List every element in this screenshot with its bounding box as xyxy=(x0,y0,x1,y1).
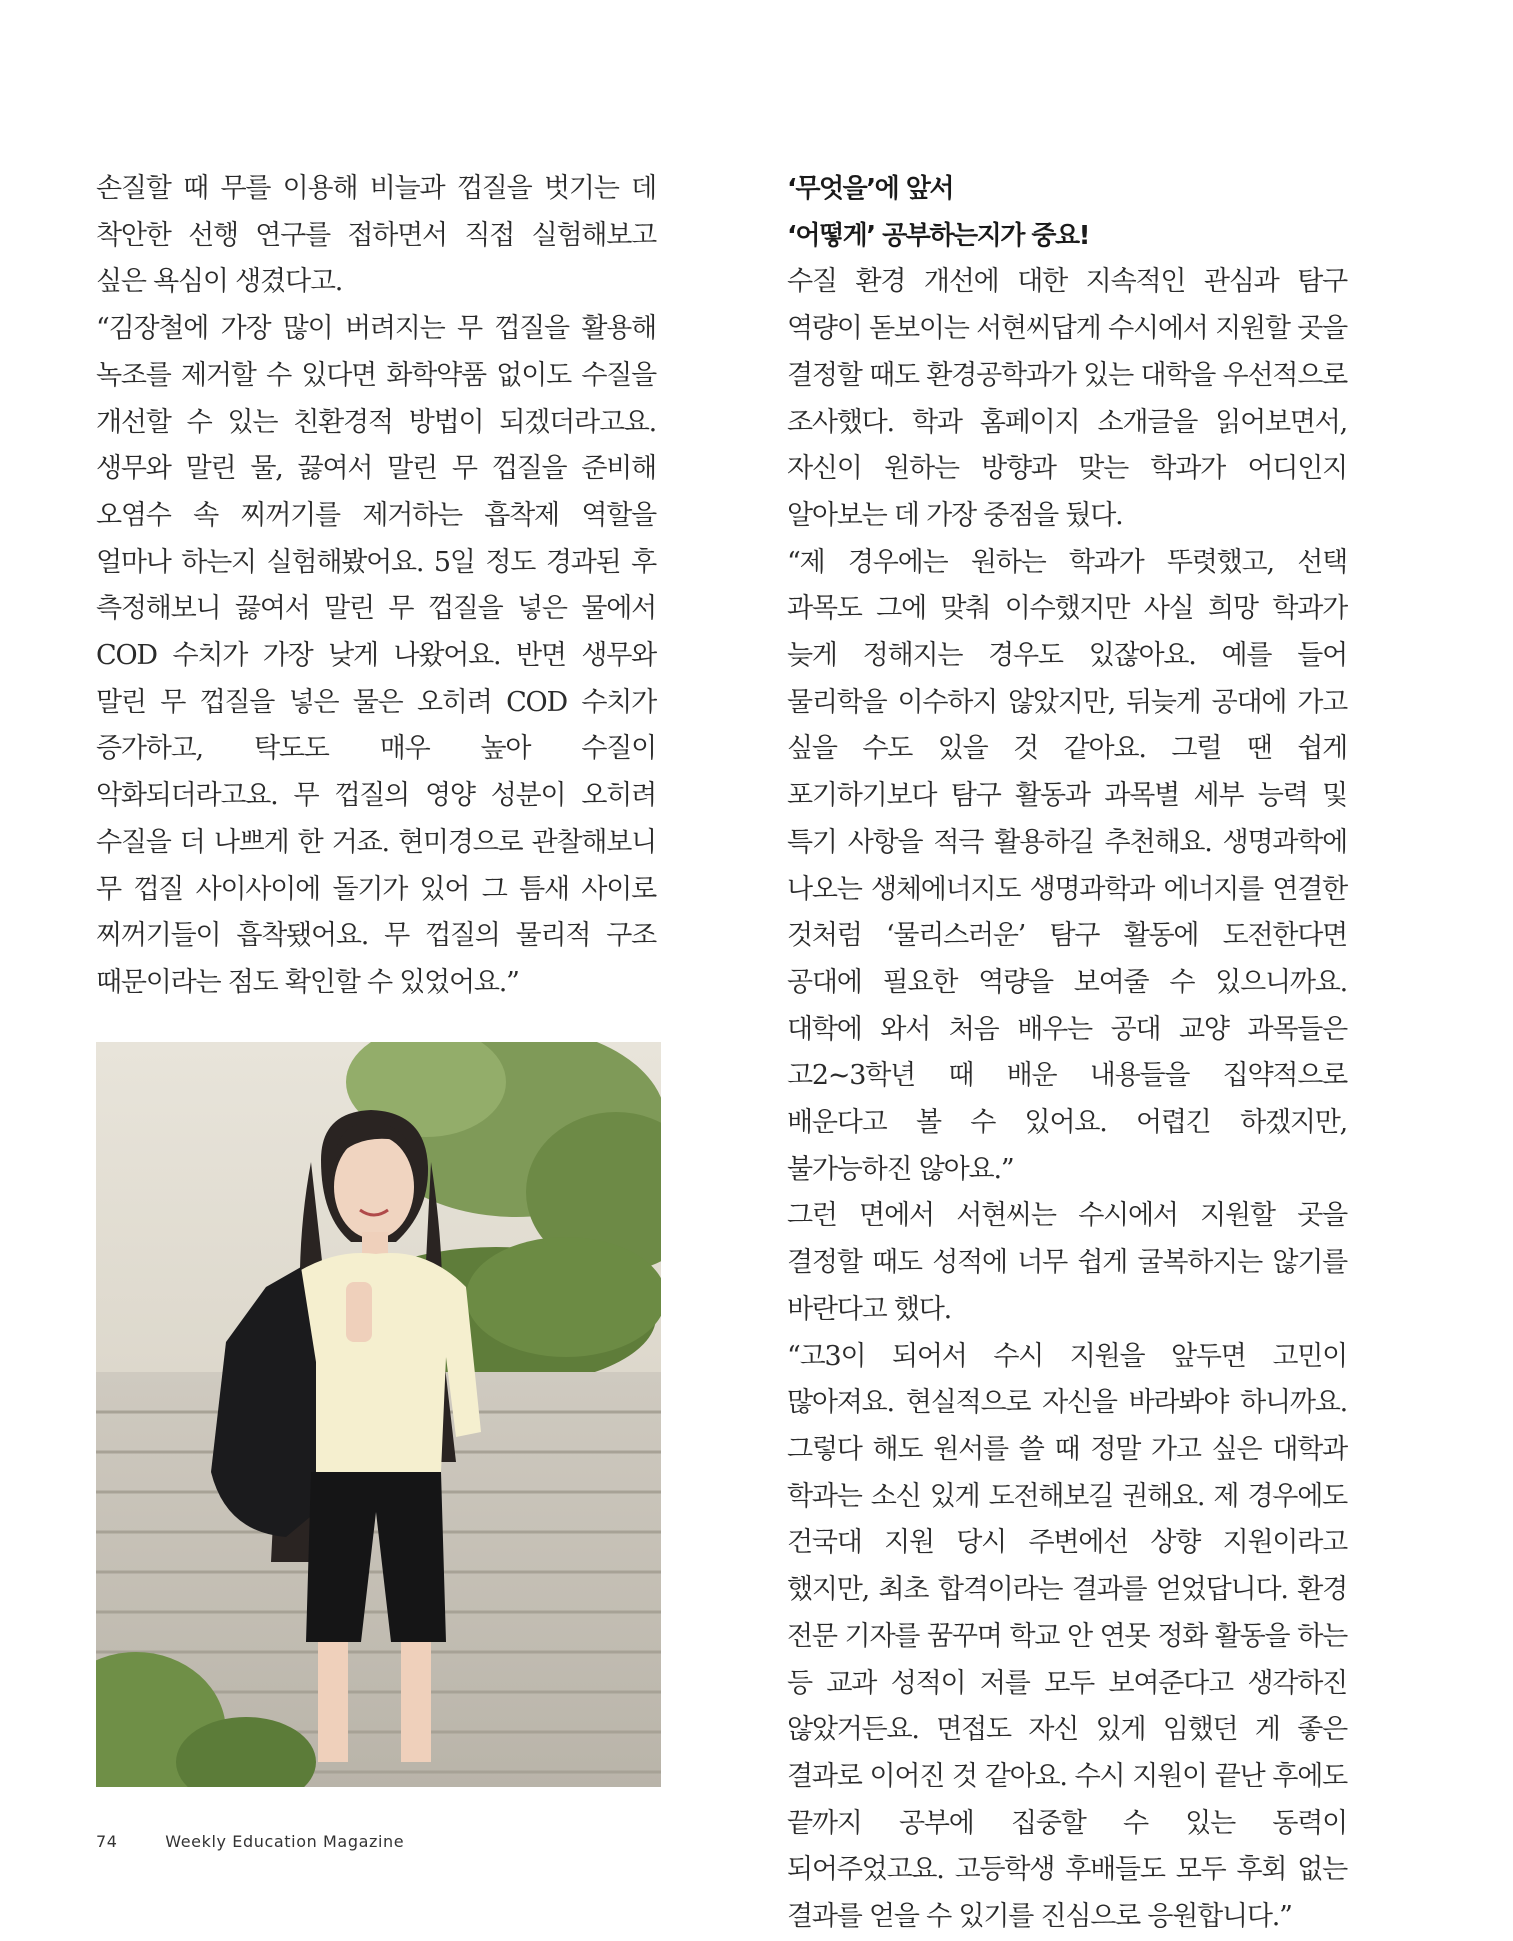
article-paragraph: 그런 면에서 서현씨는 수시에서 지원할 곳을 결정할 때도 성적에 너무 쉽게 굴복하지는 않기를 바란다고 했다. xyxy=(787,1200,1347,1325)
left-column xyxy=(96,166,656,1007)
section-heading-line-1: ‘무엇을’에 앞서 xyxy=(787,174,954,204)
page-footer xyxy=(96,1832,404,1851)
page-number: 74 xyxy=(96,1832,118,1851)
article-paragraph: “고3이 되어서 수시 지원을 앞두면 고민이 많아져요. 현실적으로 자신을 바라봐야 하니까요. 그렇다 해도 원서를 쓸 때 정말 가고 싶은 대학과 학과는 소신 있게 도전해보길 권해요. 제 경우에도 건국대 지원 당시 주변에선 상향 지원이라고 했지만, 최초 합격이라는 결과를 얻었답니다. 환경 전문 기자를 꿈꾸며 학교 안 연못 정화 활동을 하는 등 교과 성적이 저를 모두 보여준다고 생각하진 않았거든요. 면접도 자신 있게 임했던 게 좋은 결과로 이어진 것 같아요. 수시 지원이 끝난 후에도 끝까지 공부에 집중할 수 있는 동력이 되어주었고요. 고등학생 후배들도 모두 후회 없는 결과를 얻을 수 있기를 진심으로 응원합니다.” xyxy=(787,1340,1347,1933)
student-photo xyxy=(96,1042,661,1787)
section-heading-line-2: ‘어떻게’ 공부하는지가 중요! xyxy=(787,220,1089,251)
article-paragraph: “제 경우에는 원하는 학과가 뚜렷했고, 선택 과목도 그에 맞춰 이수했지만 사실 희망 학과가 늦게 정해지는 경우도 있잖아요. 예를 들어 물리학을 이수하지 않았지만, 뒤늦게 공대에 가고 싶을 수도 있을 것 같아요. 그럴 땐 쉽게 포기하기보다 탐구 활동과 과목별 세부 능력 및 특기 사항을 적극 활용하길 추천해요. 생명과학에 나오는 생체에너지도 생명과학과 에너지를 연결한 것처럼 ‘물리스러운’ 탐구 활동에 도전한다면 공대에 필요한 역량을 보여줄 수 있으니까요. 대학에 와서 처음 배우는 공대 교양 과목들은 고2~3학년 때 배운 내용들을 집약적으로 배운다고 볼 수 있어요. 어렵긴 하겠지만, 불가능하진 않아요.” xyxy=(787,546,1347,1185)
article-paragraph: “김장철에 가장 많이 버려지는 무 껍질을 활용해 녹조를 제거할 수 있다면 화학약품 없이도 수질을 개선할 수 있는 친환경적 방법이 되겠더라고요. 생무와 말린 물, 끓여서 말린 무 껍질을 준비해 오염수 속 찌꺼기를 제거하는 흡착제 역할을 얼마나 하는지 실험해봤어요. 5일 정도 경과된 후 측정해보니 끓여서 말린 무 껍질을 넣은 물에서 COD 수치가 가장 낮게 나왔어요. 반면 생무와 말린 무 껍질을 넣은 물은 오히려 COD 수치가 증가하고, 탁도도 매우 높아 수질이 악화되더라고요. 무 껍질의 영양 성분이 오히려 수질을 더 나쁘게 한 거죠. 현미경으로 관찰해보니 무 껍질 사이사이에 돌기가 있어 그 틈새 사이로 찌꺼기들이 흡착됐어요. 무 껍질의 물리적 구조 때문이라는 점도 확인할 수 있었어요.” xyxy=(96,313,656,998)
article-paragraph: 수질 환경 개선에 대한 지속적인 관심과 탐구 역량이 돋보이는 서현씨답게 수시에서 지원할 곳을 결정할 때도 환경공학과가 있는 대학을 우선적으로 조사했다. 학과 홈페이지 소개글을 읽어보면서, 자신이 원하는 방향과 맞는 학과가 어디인지 알아보는 데 가장 중점을 뒀다. xyxy=(787,266,1347,531)
right-column xyxy=(787,166,1347,1941)
article-paragraph: 손질할 때 무를 이용해 비늘과 껍질을 벗기는 데 착안한 선행 연구를 접하면서 직접 실험해보고 싶은 욕심이 생겼다고. xyxy=(96,173,656,298)
photo-illustration xyxy=(96,1042,661,1787)
magazine-name: Weekly Education Magazine xyxy=(165,1832,405,1851)
